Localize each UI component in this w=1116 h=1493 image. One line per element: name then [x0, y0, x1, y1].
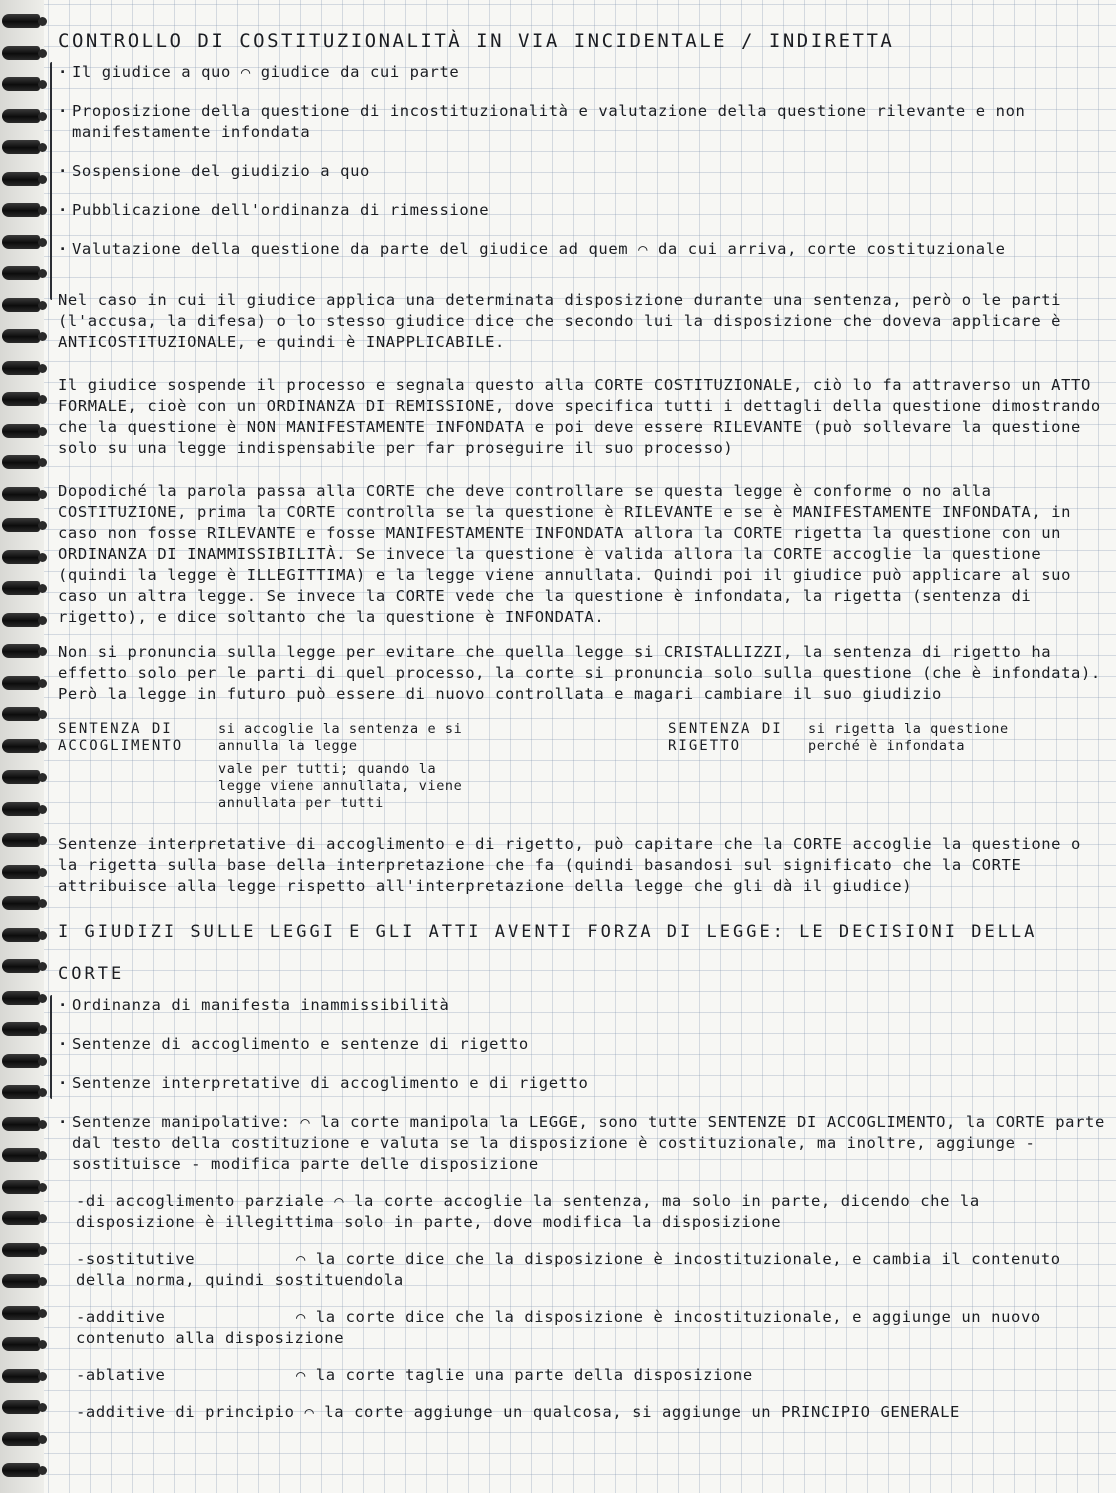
list-item: · Sentenze interpretative di accoglimento e di rigetto — [58, 1073, 1108, 1094]
spiral-ring — [2, 1085, 40, 1099]
punch-hole — [38, 868, 47, 877]
spiral-ring — [2, 518, 40, 532]
punch-hole — [38, 17, 47, 26]
spiral-ring — [2, 140, 40, 154]
spiral-ring — [2, 1117, 40, 1131]
decisions-bracket — [50, 995, 52, 1099]
spiral-ring — [2, 865, 40, 879]
subtype-desc: ⌒ la corte dice che la disposizione è incostituzionale, e aggiunge un nuovo contenuto alla disposizione — [76, 1308, 1041, 1347]
punch-hole — [38, 1372, 47, 1381]
manipolative-subtypes — [58, 1191, 1108, 1423]
section-heading: I GIUDIZI SULLE LEGGI E GLI ATTI AVENTI FORZA DI LEGGE: LE DECISIONI DELLA CORTE — [58, 922, 1038, 984]
punch-hole — [38, 238, 47, 247]
punch-hole — [38, 962, 47, 971]
spiral-ring — [2, 203, 40, 217]
spiral-ring — [2, 361, 40, 375]
subtype-name: -sostitutive — [76, 1250, 196, 1268]
spiral-ring — [2, 581, 40, 595]
list-item: · Valutazione della questione da parte del giudice ad quem ⌒ da cui arriva, corte costituzionale — [58, 239, 1108, 260]
spiral-ring — [2, 1369, 40, 1383]
spiral-ring — [2, 1463, 40, 1477]
subtype-name: -additive di principio — [76, 1403, 295, 1421]
punch-hole — [38, 143, 47, 152]
spiral-ring — [2, 1274, 40, 1288]
spiral-ring — [2, 896, 40, 910]
list-item: · Pubblicazione dell'ordinanza di rimessione — [58, 200, 1108, 221]
subtype-name: -additive — [76, 1308, 166, 1326]
punch-hole — [38, 364, 47, 373]
subtype-desc: ⌒ la corte taglie una parte della disposizione — [295, 1366, 753, 1384]
punch-hole — [38, 458, 47, 467]
punch-hole — [38, 1340, 47, 1349]
spiral-ring — [2, 550, 40, 564]
spiral-ring — [2, 1306, 40, 1320]
punch-hole — [38, 490, 47, 499]
punch-hole — [38, 1246, 47, 1255]
spiral-ring — [2, 1148, 40, 1162]
accoglimento-notes — [218, 721, 478, 812]
accoglimento-line: si accoglie la sentenza e si annulla la legge — [218, 721, 463, 754]
spiral-ring — [2, 1432, 40, 1446]
spiral-ring — [2, 172, 40, 186]
page-title: CONTROLLO DI COSTITUZIONALITÀ IN VIA INCIDENTALE / INDIRETTA — [58, 30, 895, 52]
punch-hole — [38, 742, 47, 751]
spiral-ring — [2, 1054, 40, 1068]
spiral-ring — [2, 739, 40, 753]
spiral-ring — [2, 959, 40, 973]
paragraph: Nel caso in cui il giudice applica una determinata disposizione durante una sentenza, però o le parti (l'accusa, la difesa) o lo stesso giudice dice che secondo lui la disposizione che doveva applicare è ANTICOSTITUZIONALE, e quindi è INAPPLICABILE. — [58, 291, 1062, 351]
spiral-ring — [2, 1211, 40, 1225]
punch-hole — [38, 112, 47, 121]
spiral-ring — [2, 46, 40, 60]
spiral-ring — [2, 392, 40, 406]
punch-hole — [38, 1214, 47, 1223]
spiral-ring — [2, 235, 40, 249]
punch-hole — [38, 679, 47, 688]
spiral-ring — [2, 928, 40, 942]
rigetto-line: si rigetta la questione perché è infondata — [808, 721, 1009, 754]
list-item: · Sospensione del giudizio a quo — [58, 161, 1108, 182]
spiral-ring — [2, 14, 40, 28]
spiral-ring — [2, 266, 40, 280]
punch-hole — [38, 931, 47, 940]
punch-hole — [38, 584, 47, 593]
punch-hole — [38, 427, 47, 436]
spiral-ring — [2, 707, 40, 721]
punch-hole — [38, 301, 47, 310]
spiral-ring — [2, 77, 40, 91]
punch-hole — [38, 1088, 47, 1097]
punch-hole — [38, 773, 47, 782]
punch-hole — [38, 206, 47, 215]
spiral-ring — [2, 1337, 40, 1351]
list-item: · Sentenze manipolative: ⌒ la corte manipola la LEGGE, sono tutte SENTENZE DI ACCOGLIMENTO, la CORTE parte dal testo della costituzione e valuta se la disposizione è costituzionale, ma inoltre, aggiunge - sostituisce - modifica parte delle disposizione — [58, 1112, 1108, 1175]
subtype-desc: ⌒ la corte accoglie la sentenza, ma solo in parte, dicendo che la disposizione è illegittima solo in parte, dove modifica la disposizione — [76, 1192, 980, 1231]
spiral-ring — [2, 613, 40, 627]
spiral-binding — [0, 0, 44, 1493]
punch-hole — [38, 1120, 47, 1129]
subtype-desc: ⌒ la corte aggiunge un qualcosa, si aggiunge un PRINCIPIO GENERALE — [304, 1403, 960, 1421]
spiral-ring — [2, 329, 40, 343]
punch-hole — [38, 1466, 47, 1475]
steps-section — [58, 62, 1108, 260]
spiral-ring — [2, 1180, 40, 1194]
subtype-name: -ablative — [76, 1366, 166, 1384]
punch-hole — [38, 1151, 47, 1160]
subtype-name: -di accoglimento parziale — [76, 1192, 325, 1210]
decisions-section — [58, 995, 1108, 1175]
spiral-ring — [2, 770, 40, 784]
punch-hole — [38, 1025, 47, 1034]
punch-hole — [38, 1435, 47, 1444]
steps-bracket — [50, 62, 52, 300]
steps-list — [58, 62, 1108, 260]
spiral-ring — [2, 1022, 40, 1036]
spiral-ring — [2, 424, 40, 438]
rigetto-block — [668, 721, 1038, 812]
punch-hole — [38, 553, 47, 562]
rigetto-notes — [808, 721, 1038, 755]
list-item: · Ordinanza di manifesta inammissibilità — [58, 995, 1108, 1016]
spiral-ring — [2, 109, 40, 123]
punch-hole — [38, 1277, 47, 1286]
spiral-ring — [2, 802, 40, 816]
punch-hole — [38, 899, 47, 908]
interpretative-note: Sentenze interpretative di accoglimento e di rigetto, può capitare che la CORTE accoglie la questione o la rigetta sulla base della interpretazione che fa (quindi basandosi sul significato che la CORTE attribuisce alla legge rispetto all'interpretazione della legge che gli dà il giudice) — [58, 835, 1081, 895]
subtype-row — [76, 1249, 1108, 1291]
paragraph: Il giudice sospende il processo e segnala questo alla CORTE COSTITUZIONALE, ciò lo fa attraverso un ATTO FORMALE, cioè con un ORDINANZA DI REMISSIONE, dove specifica tutti i dettagli della questione dimostrando che la questione è NON MANIFESTAMENTE INFONDATA e poi deve essere RILEVANTE (può sollevare la questione solo su una legge indispensabile per far proseguire il suo processo) — [58, 376, 1101, 457]
subtype-row — [76, 1191, 1108, 1233]
list-item: · Sentenze di accoglimento e sentenze di rigetto — [58, 1034, 1108, 1055]
spiral-ring — [2, 644, 40, 658]
subtype-row — [76, 1307, 1108, 1349]
paragraph: Dopodiché la parola passa alla CORTE che deve controllare se questa legge è conforme o no alla COSTITUZIONE, prima la CORTE controlla se la questione è RILEVANTE e se è MANIFESTAMENTE INFONDATA, in caso non fosse RILEVANTE e fosse MANIFESTAMENTE INFONDATA allora la CORTE rigetta la questione con un ORDINANZA DI INAMMISSIBILITÀ. Se invece la questione è valida allora la CORTE accoglie la questione (quindi la legge è ILLEGITTIMA) e la legge viene annullata. Quindi poi il giudice può applicare al suo caso un altra legge. Se invece la CORTE vede che la questione è infondata, la rigetta (sentenza di rigetto), e dice soltanto che la questione è INFONDATA. — [58, 482, 1072, 626]
subtype-row — [76, 1402, 1108, 1423]
spiral-ring — [2, 455, 40, 469]
punch-hole — [38, 647, 47, 656]
spiral-ring — [2, 1400, 40, 1414]
punch-hole — [38, 521, 47, 530]
punch-hole — [38, 1183, 47, 1192]
punch-hole — [38, 1403, 47, 1412]
list-item: · Il giudice a quo ⌒ giudice da cui parte — [58, 62, 1108, 83]
punch-hole — [38, 395, 47, 404]
punch-hole — [38, 80, 47, 89]
accoglimento-block — [58, 721, 478, 812]
spiral-ring — [2, 991, 40, 1005]
punch-hole — [38, 332, 47, 341]
spiral-ring — [2, 487, 40, 501]
punch-hole — [38, 710, 47, 719]
handwritten-notes — [58, 20, 1108, 1423]
subtype-desc: ⌒ la corte dice che la disposizione è incostituzionale, e cambia il contenuto della norma, quindi sostituendola — [76, 1250, 1061, 1289]
spiral-ring — [2, 833, 40, 847]
list-item: · Proposizione della questione di incostituzionalità e valutazione della questione rilevante e non manifestamente infondata — [58, 101, 1108, 143]
punch-hole — [38, 836, 47, 845]
spiral-ring — [2, 298, 40, 312]
accoglimento-line: vale per tutti; quando la legge viene annullata, viene annullata per tutti — [218, 761, 463, 811]
punch-hole — [38, 269, 47, 278]
punch-hole — [38, 616, 47, 625]
spiral-ring — [2, 676, 40, 690]
spiral-ring — [2, 1243, 40, 1257]
subtype-row — [76, 1365, 1108, 1386]
sentence-types — [58, 721, 1108, 812]
punch-hole — [38, 175, 47, 184]
punch-hole — [38, 1309, 47, 1318]
punch-hole — [38, 1057, 47, 1066]
decisions-list — [58, 995, 1108, 1175]
punch-hole — [38, 994, 47, 1003]
punch-hole — [38, 805, 47, 814]
accoglimento-title: SENTENZA DI ACCOGLIMENTO — [58, 721, 184, 754]
paragraph: Non si pronuncia sulla legge per evitare che quella legge si CRISTALLIZZI, la sentenza di rigetto ha effetto solo per le parti di quel processo, la corte si pronuncia solo sulla questione (che è infondata). Però la legge in futuro può essere di nuovo controllata e magari cambiare il suo giudizio — [58, 643, 1101, 703]
punch-hole — [38, 49, 47, 58]
rigetto-title: SENTENZA DI RIGETTO — [668, 721, 783, 754]
